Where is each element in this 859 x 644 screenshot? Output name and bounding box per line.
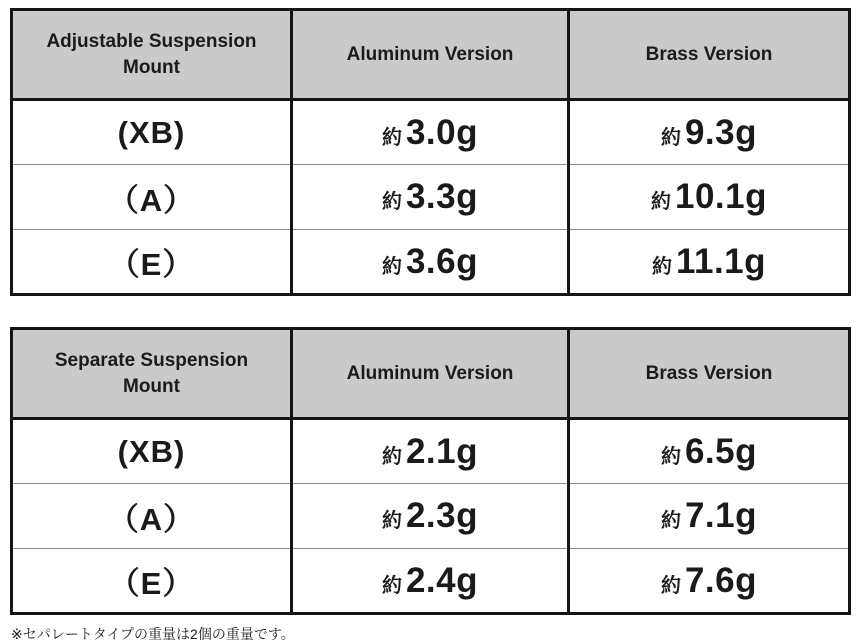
weight-cell-aluminum-a [292,484,569,549]
weight-value: 3.0g [405,112,479,152]
table-row [12,230,850,295]
approx-prefix: 約 [660,445,681,468]
weight-value: 9.3g [684,112,758,152]
row-label-xb: (XB) [117,433,186,469]
weight-value: 6.5g [684,431,758,471]
approx-prefix: 約 [660,574,681,597]
weight-value: 11.1g [675,241,767,281]
weight-cell-brass-a [569,484,850,549]
weight-value: 2.3g [405,496,479,535]
row-label-e: （E） [12,549,292,614]
table-row [12,549,850,614]
weight-value: 7.1g [684,496,758,535]
approx-prefix: 約 [381,126,402,149]
weight-cell-brass-e [569,230,850,295]
column-header-brass: Brass Version [569,329,850,419]
weight-value: 3.3g [405,177,479,216]
weight-cell-aluminum-xb [292,419,569,484]
weight-value: 7.6g [684,560,758,600]
approx-prefix: 約 [651,191,671,213]
table-title-adjustable: Adjustable Suspension Mount [12,10,292,100]
weight-cell-aluminum-e [292,549,569,614]
table-row [12,484,850,549]
weight-value: 10.1g [675,177,767,216]
weight-cell-brass-a [569,165,850,230]
weight-value: 3.6g [405,241,479,281]
approx-prefix: 約 [651,255,672,278]
row-label-xb: (XB) [117,114,186,150]
row-label-a: （A） [12,484,292,549]
weight-value: 2.4g [405,560,479,600]
approx-prefix: 約 [381,255,402,278]
weight-cell-brass-xb [569,419,850,484]
table-row [12,100,850,165]
weight-cell-aluminum-e [292,230,569,295]
approx-prefix: 約 [381,445,402,468]
adjustable-suspension-mount-table [10,8,851,296]
row-label-a: （A） [12,165,292,230]
weight-cell-brass-xb [569,100,850,165]
row-label-e: （E） [12,230,292,295]
weight-cell-aluminum-a [292,165,569,230]
table-title-separate: Separate Suspension Mount [12,329,292,419]
column-header-brass: Brass Version [569,10,850,100]
column-header-aluminum: Aluminum Version [292,10,569,100]
table-row [12,165,850,230]
separate-suspension-mount-table [10,327,851,615]
weight-cell-brass-e [569,549,850,614]
table-header-row [12,329,850,419]
column-header-aluminum: Aluminum Version [292,329,569,419]
footnote: ※セパレートタイプの重量は2個の重量です。 [11,626,295,642]
weight-value: 2.1g [405,431,479,471]
approx-prefix: 約 [381,574,402,597]
table-row [12,419,850,484]
approx-prefix: 約 [660,126,681,149]
approx-prefix: 約 [381,191,402,213]
approx-prefix: 約 [381,510,402,532]
approx-prefix: 約 [660,510,681,532]
table-header-row [12,10,850,100]
weight-cell-aluminum-xb [292,100,569,165]
